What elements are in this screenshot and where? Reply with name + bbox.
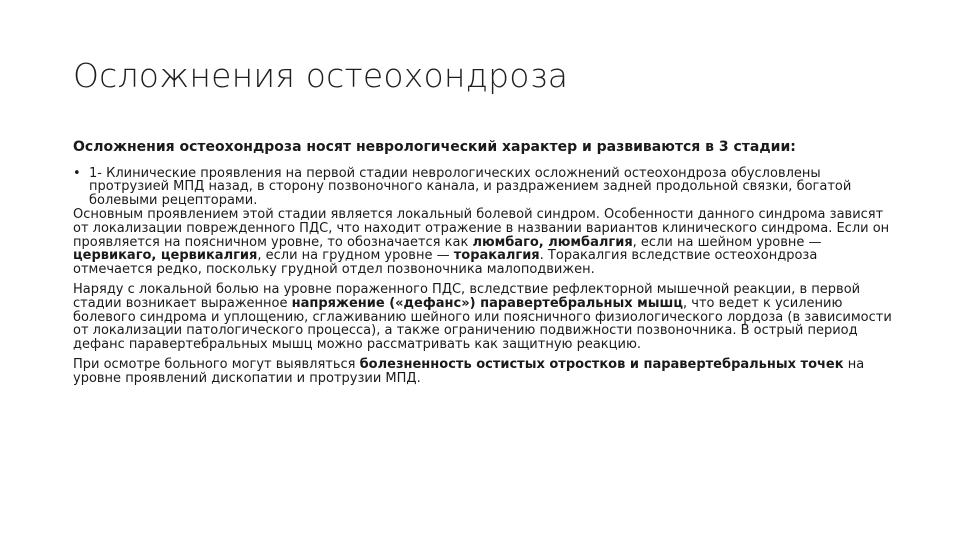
bullet-item: [73, 167, 893, 208]
term-muscle-tension: напряжение («дефанс») паравертебральных мышц: [291, 295, 683, 311]
paragraph-text: , если на шейном уровне —: [632, 234, 822, 250]
term-cervicago: цервикаго, цервикалгия: [73, 248, 258, 264]
slide-body: [73, 141, 893, 393]
paragraph-muscle-defense: [73, 283, 893, 351]
term-thoracalgia: торакалгия: [453, 248, 540, 264]
paragraph-text: Наряду с локальной болью на уровне пораженного ПДС, вследствие рефлекторной мышечной реакции, в первой стадии возникает выраженное: [73, 282, 861, 311]
bullet-text: 1- Клинические проявления на первой стадии неврологических осложнений остеохондроза обусловлены протрузией МПД назад, в сторону позвоночного канала, и раздражением задней продольной связки, богатой болевыми рецепторами.: [89, 165, 852, 208]
lead-heading: Осложнения остеохондроза носят неврологический характер и развиваются в 3 стадии:: [73, 139, 796, 155]
paragraph-text: , что ведет к усилению болевого синдрома и уплощению, сглаживанию шейного или поясничного физиологического лордоза (в зависимости от локализации патологического процесса), а также ограничению подвижности позвоночника. В острый период дефанс паравертебральных мышц можно рассматривать как защитную реакцию.: [73, 295, 892, 352]
paragraph-text: , если на грудном уровне —: [257, 248, 454, 264]
bullet-marker: •: [73, 165, 81, 181]
term-lumbago: люмбаго, люмбалгия: [472, 234, 633, 250]
paragraph-text: . Торакалгия вследствие остеохондроза отмечается редко, поскольку грудной отдел позвоночника малоподвижен.: [73, 248, 818, 277]
paragraph-examination: [73, 358, 893, 385]
paragraph-text: на уровне проявлений дископатии и протрузии МПД.: [73, 357, 865, 386]
term-tenderness: болезненность остистых отростков и паравертебральных точек: [359, 357, 844, 373]
paragraph-local-pain: [73, 208, 893, 276]
paragraph-text: Основным проявлением этой стадии является локальный болевой синдром. Особенности данного синдрома зависят от локализации поврежденного ПДС, что находит отражение в названии вариантов клинического синдрома. Если он проявляется на поясничном уровне, то обозначается как: [73, 207, 890, 250]
slide-title: Осложнения остеохондроза: [73, 56, 569, 95]
paragraph-text: При осмотре больного могут выявляться: [73, 357, 360, 373]
